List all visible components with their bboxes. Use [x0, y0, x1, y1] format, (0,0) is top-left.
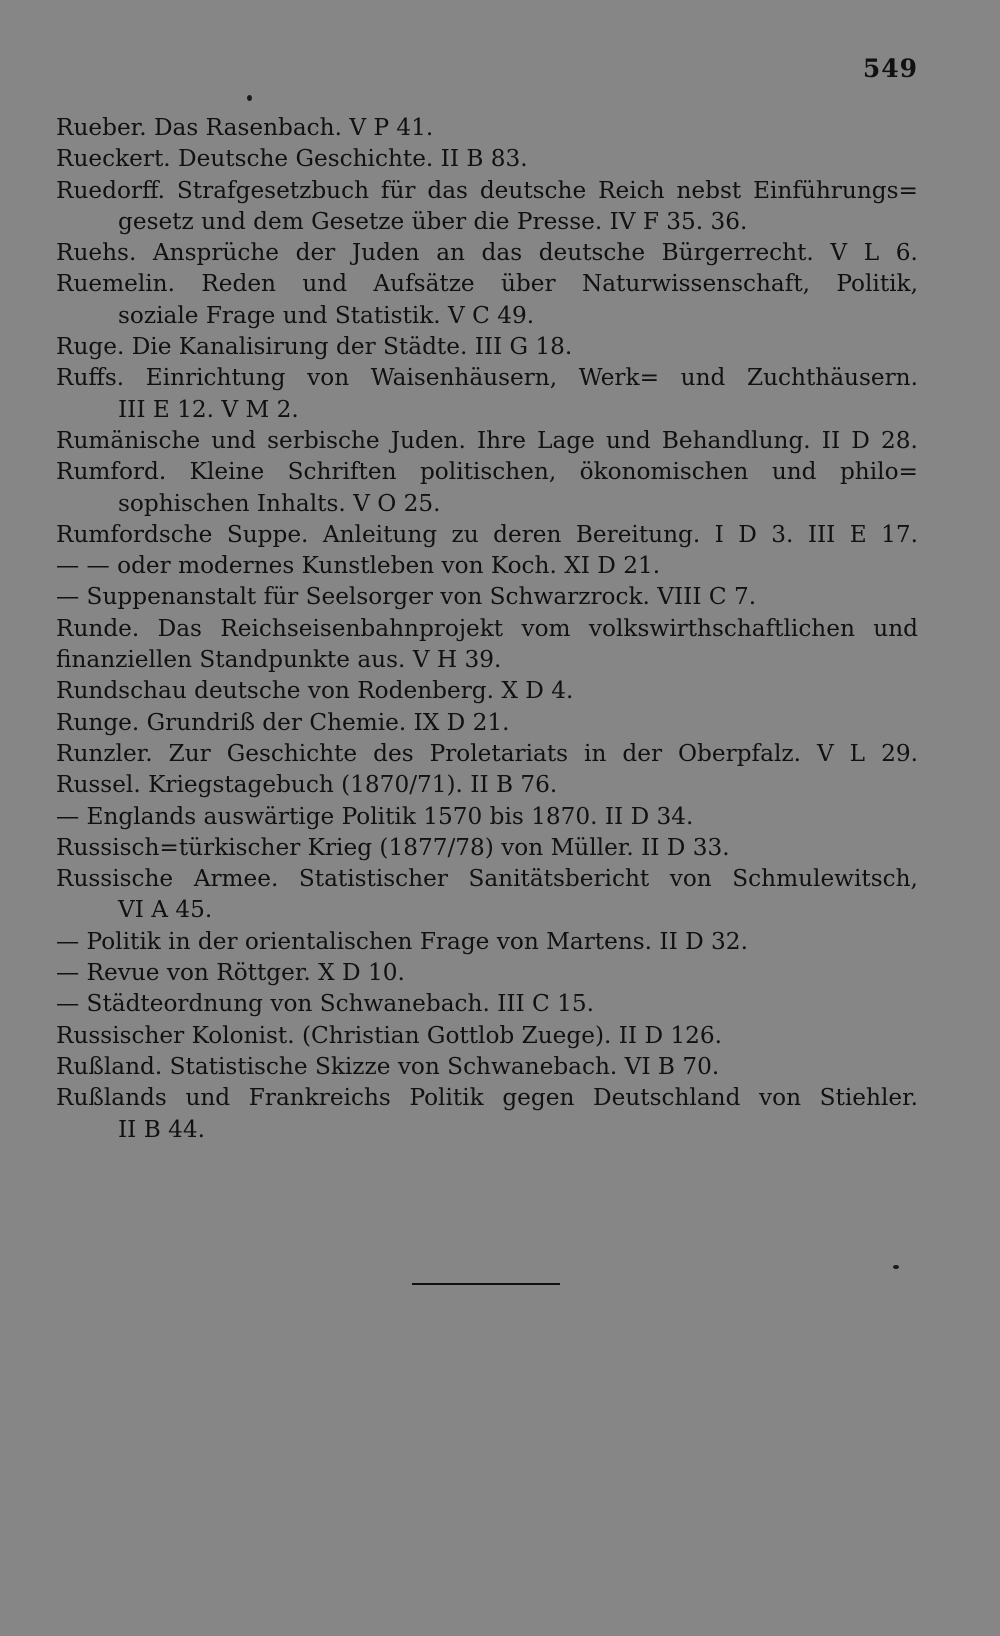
index-word: deren [493, 520, 562, 548]
index-word: an [436, 239, 465, 267]
index-word: gegen [502, 1084, 575, 1112]
index-word: in [584, 739, 607, 767]
index-line [56, 926, 918, 957]
index-word: V [830, 239, 848, 267]
index-word: Einrichtung [145, 364, 286, 392]
index-word: Anleitung [322, 520, 438, 548]
index-text: II B 44. [118, 1115, 205, 1143]
index-word: Deutschland [593, 1084, 741, 1112]
index-word: Aufsätze [373, 270, 475, 298]
index-text: gesetz und dem Gesetze über die Presse. IV F 35. 36. [118, 207, 748, 235]
index-word: von [759, 1084, 802, 1112]
index-line [56, 644, 918, 675]
index-word: philo= [839, 458, 918, 486]
index-line [56, 519, 918, 550]
index-line [56, 613, 918, 644]
index-word: Strafgesetzbuch [176, 176, 370, 204]
index-word: und [185, 1084, 231, 1112]
index-word: Rußlands [56, 1084, 167, 1112]
index-word: Schmulewitsch, [732, 865, 918, 893]
index-line [56, 675, 918, 706]
index-word: Reichseisenbahnprojekt [220, 614, 504, 642]
index-text: Runge. Grundriß der Chemie. IX D 21. [56, 708, 510, 736]
index-word: E [849, 520, 867, 548]
index-word: Kleine [189, 458, 265, 486]
index-word: das [481, 239, 523, 267]
index-line [56, 425, 918, 456]
index-word: Naturwissenschaft, [581, 270, 811, 298]
index-line [56, 456, 918, 487]
index-word: Politik, [836, 270, 918, 298]
index-word: für [380, 176, 416, 204]
index-word: Stiehler. [819, 1084, 918, 1112]
index-text: Rundschau deutsche von Rodenberg. X D 4. [56, 677, 574, 705]
index-word: des [373, 739, 414, 767]
index-word: L [849, 739, 866, 767]
index-word: und [771, 458, 817, 486]
index-line [56, 268, 918, 299]
index-word: Proletariats [429, 739, 569, 767]
index-word: Ruffs. [56, 364, 125, 392]
index-line [56, 769, 918, 800]
index-entries [56, 112, 918, 1145]
index-word: über [501, 270, 556, 298]
index-word: Russische [56, 865, 174, 893]
index-word: der [622, 739, 663, 767]
index-line [56, 237, 918, 268]
index-word: deutsche [538, 239, 646, 267]
index-word: das [427, 176, 468, 204]
index-word: Reich [598, 176, 665, 204]
index-word: Frankreichs [248, 1084, 391, 1112]
index-word: 3. [771, 520, 794, 548]
index-word: Oberpfalz. [678, 739, 801, 767]
index-line [56, 988, 918, 1019]
index-word: und [680, 364, 726, 392]
index-word: Das [157, 614, 202, 642]
index-line [56, 1114, 918, 1145]
index-word: deutsche [479, 176, 587, 204]
index-line [56, 894, 918, 925]
index-word: Behandlung. [661, 426, 811, 454]
index-word: zu [451, 520, 479, 548]
index-word: Ruemelin. [56, 270, 175, 298]
index-word: und [606, 426, 651, 454]
index-word: Bürgerrecht. [661, 239, 814, 267]
index-word: serbische [267, 426, 380, 454]
index-line [56, 957, 918, 988]
index-line [56, 1082, 918, 1113]
index-line [56, 801, 918, 832]
index-text: VI A 45. [118, 896, 213, 924]
index-word: Runde. [56, 614, 140, 642]
index-word: Armee. [193, 865, 279, 893]
index-word: Schriften [287, 458, 397, 486]
index-line [56, 143, 918, 174]
index-word: I [714, 520, 724, 548]
index-word: und [873, 614, 918, 642]
index-text: Ruge. Die Kanalisirung der Städte. III G 18. [56, 333, 573, 361]
index-text: — Politik in der orientalischen Frage von Martens. II D 32. [56, 927, 748, 955]
index-line [56, 362, 918, 393]
index-word: Zuchthäusern. [747, 364, 918, 392]
index-word: D [738, 520, 757, 548]
index-line [56, 832, 918, 863]
index-word: Einführungs= [753, 176, 918, 204]
index-word: Statistischer [298, 865, 448, 893]
index-text: Rueckert. Deutsche Geschichte. II B 83. [56, 145, 528, 173]
index-line [56, 488, 918, 519]
index-word: Politik [409, 1084, 484, 1112]
index-word: der [295, 239, 336, 267]
index-word: politischen, [419, 458, 557, 486]
index-word: V [816, 739, 834, 767]
index-word: 17. [881, 520, 918, 548]
index-text: — Suppenanstalt für Seelsorger von Schwarzrock. VIII C 7. [56, 583, 757, 611]
index-line [56, 581, 918, 612]
index-word: II [821, 426, 841, 454]
index-line [56, 550, 918, 581]
index-word: Suppe. [226, 520, 309, 548]
index-word: nebst [676, 176, 742, 204]
index-word: Rumford. [56, 458, 167, 486]
ink-speck [893, 1265, 899, 1269]
index-text: — Städteordnung von Schwanebach. III C 15. [56, 990, 595, 1018]
index-word: Juden. [390, 426, 466, 454]
index-word: von [307, 364, 350, 392]
index-word: von [669, 865, 712, 893]
index-text: — Revue von Röttger. X D 10. [56, 959, 405, 987]
index-word: Ihre [477, 426, 526, 454]
end-rule [412, 1283, 560, 1285]
index-line [56, 1051, 918, 1082]
index-word: L [863, 239, 880, 267]
index-word: Runzler. [56, 739, 153, 767]
index-word: vom [521, 614, 571, 642]
index-text: finanziellen Standpunkte aus. V H 39. [56, 646, 502, 674]
index-word: 6. [895, 239, 918, 267]
index-word: Rumfordsche [56, 520, 213, 548]
index-word: ökonomischen [579, 458, 749, 486]
index-line [56, 738, 918, 769]
index-text: Russisch=türkischer Krieg (1877/78) von Müller. II D 33. [56, 833, 730, 861]
index-line [56, 1020, 918, 1051]
index-line [56, 175, 918, 206]
index-word: 28. [881, 426, 918, 454]
index-text: Rußland. Statistische Skizze von Schwanebach. VI B 70. [56, 1052, 720, 1080]
index-text: — Englands auswärtige Politik 1570 bis 1870. II D 34. [56, 802, 694, 830]
index-word: Lage [537, 426, 595, 454]
index-word: Waisenhäusern, [370, 364, 558, 392]
index-text: Rueber. Das Rasenbach. V P 41. [56, 114, 434, 141]
index-word: Zur [168, 739, 211, 767]
index-word: Juden [351, 239, 420, 267]
index-word: und [211, 426, 256, 454]
index-word: Ruedorff. [56, 176, 166, 204]
index-line [56, 331, 918, 362]
index-line [56, 394, 918, 425]
index-line [56, 112, 918, 143]
index-word: D [851, 426, 870, 454]
page-number: 549 [862, 54, 918, 83]
index-word: und [302, 270, 348, 298]
index-word: Bereitung. [575, 520, 701, 548]
index-word: Werk= [578, 364, 659, 392]
index-word: Geschichte [226, 739, 358, 767]
index-text: soziale Frage und Statistik. V C 49. [118, 301, 535, 329]
index-line [56, 863, 918, 894]
index-word: Ansprüche [152, 239, 280, 267]
index-text: Russel. Kriegstagebuch (1870/71). II B 76. [56, 771, 558, 799]
index-line [56, 300, 918, 331]
index-line [56, 206, 918, 237]
index-text: — — oder modernes Kunstleben von Koch. XI D 21. [56, 552, 661, 580]
index-word: Rumänische [56, 426, 201, 454]
index-text: sophischen Inhalts. V O 25. [118, 489, 441, 517]
index-word: volkswirthschaftlichen [588, 614, 855, 642]
index-word: Ruehs. [56, 239, 137, 267]
index-text: Russischer Kolonist. (Christian Gottlob Zuege). II D 126. [56, 1021, 723, 1049]
ink-speck [247, 95, 252, 101]
index-text: III E 12. V M 2. [118, 395, 299, 423]
index-line [56, 707, 918, 738]
index-word: Reden [201, 270, 276, 298]
index-word: III [807, 520, 836, 548]
index-word: Sanitätsbericht [468, 865, 650, 893]
index-word: 29. [881, 739, 918, 767]
